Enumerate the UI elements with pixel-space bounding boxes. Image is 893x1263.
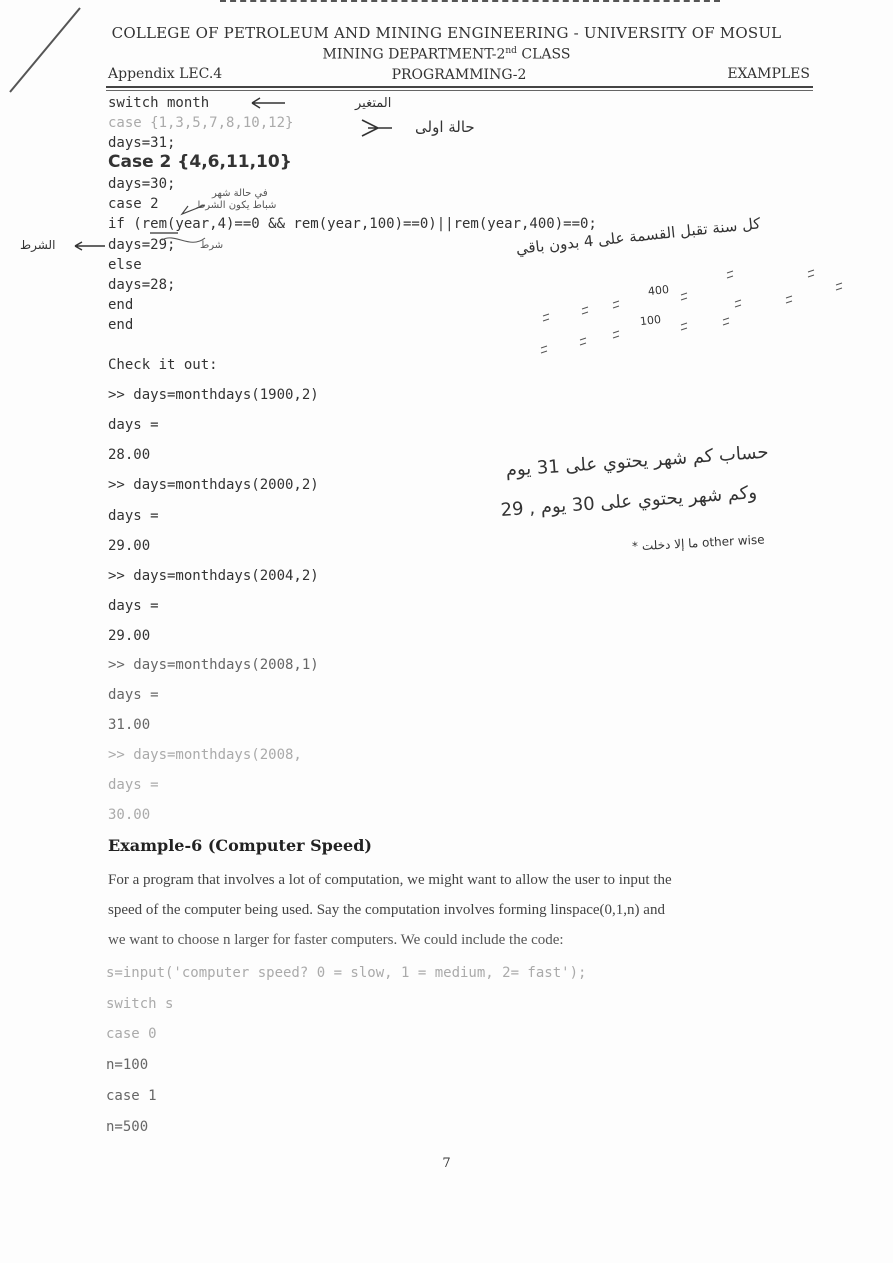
header-appendix: Appendix LEC.4 <box>108 66 223 82</box>
annotation-remainder-400: 400 <box>647 282 670 299</box>
ditto-mark <box>681 323 687 330</box>
case-brace-arrow-icon <box>362 120 392 136</box>
department-tail: CLASS <box>516 46 571 63</box>
check-line: 29.00 <box>108 628 151 644</box>
check-line: 30.00 <box>108 807 151 823</box>
department-superscript: nd <box>505 46 517 56</box>
header-section: EXAMPLES <box>727 66 810 82</box>
example-code-line: case 0 <box>106 1026 157 1042</box>
check-line: >> days=monthdays(2008,1) <box>108 657 319 673</box>
header-rule-thick <box>106 86 813 88</box>
top-decorative-rule <box>220 0 720 2</box>
header-course: PROGRAMMING-2 <box>391 67 527 83</box>
annotation-summary-2: وكم شهر يحتوي على 30 يوم , 29 <box>500 482 758 521</box>
check-line: days = <box>108 598 159 614</box>
example-paragraph-line: we want to choose n larger for faster computers. We could include the code: <box>108 932 564 948</box>
header-college: COLLEGE OF PETROLEUM AND MINING ENGINEERING - UNIVERSITY OF MOSUL <box>111 24 782 42</box>
ditto-mark <box>735 300 741 307</box>
ditto-mark <box>808 270 814 277</box>
code-line: case {1,3,5,7,8,10,12} <box>108 115 294 131</box>
code-line: days=29; <box>108 237 176 253</box>
ditto-mark <box>541 346 547 353</box>
ditto-mark <box>580 338 586 345</box>
annotation-remainder-rule: كل سنة تقبل القسمة على 4 بدون باقي <box>515 214 762 258</box>
example-code-line: n=100 <box>106 1057 149 1073</box>
code-line: end <box>108 317 134 333</box>
example-code-line: n=500 <box>106 1119 149 1135</box>
ditto-mark <box>582 307 588 314</box>
ditto-mark <box>543 314 549 321</box>
example-code-line: switch s <box>106 996 174 1012</box>
days-left-arrow-icon <box>75 242 105 250</box>
ditto-mark <box>723 318 729 325</box>
check-line: >> days=monthdays(2004,2) <box>108 568 319 584</box>
check-line: days = <box>108 508 159 524</box>
code-line: days=30; <box>108 176 176 192</box>
header-department <box>0 46 893 63</box>
annotation-days-right: شرط <box>200 240 224 251</box>
ditto-mark <box>613 301 619 308</box>
code-line: else <box>108 257 142 273</box>
annotation-if-2: شباط يكون الشرط <box>196 200 277 211</box>
page-number: 7 <box>442 1156 451 1171</box>
check-line: 31.00 <box>108 717 151 733</box>
header-rule-thin <box>106 90 813 91</box>
code-line: days=28; <box>108 277 176 293</box>
ditto-mark <box>836 283 842 290</box>
check-line: 29.00 <box>108 538 151 554</box>
ditto-mark <box>681 293 687 300</box>
check-line: 28.00 <box>108 447 151 463</box>
code-line: case 2 <box>108 196 159 212</box>
annotation-remainder-100: 100 <box>639 312 662 329</box>
example-paragraph-line: speed of the computer being used. Say the computation involves forming linspace(0,1,n) and <box>108 902 665 918</box>
annotation-days-left: الشرط <box>20 238 56 252</box>
check-line: days = <box>108 687 159 703</box>
example-code-line: case 1 <box>106 1088 157 1104</box>
ditto-mark <box>786 296 792 303</box>
check-title: Check it out: <box>108 357 218 373</box>
code-line: if (rem(year,4)==0 && rem(year,100)==0)||rem(year,400)==0; <box>108 216 597 232</box>
check-line: >> days=monthdays(2008, <box>108 747 302 763</box>
check-line: days = <box>108 417 159 433</box>
handwritten-case-line: Case 2 {4,6,11,10} <box>108 152 292 172</box>
annotation-month: المتغير <box>355 96 392 111</box>
check-line: days = <box>108 777 159 793</box>
check-line: >> days=monthdays(2000,2) <box>108 477 319 493</box>
ditto-mark <box>613 331 619 338</box>
example-code-line: s=input('computer speed? 0 = slow, 1 = medium, 2= fast'); <box>106 965 587 981</box>
annotation-if-1: في حالة شهر <box>212 188 268 199</box>
code-line: days=31; <box>108 135 176 151</box>
annotation-summary-1: حساب كم شهر يحتوي على 31 يوم <box>505 441 770 481</box>
department-label: MINING DEPARTMENT-2 <box>322 46 506 63</box>
example-paragraph-line: For a program that involves a lot of computation, we might want to allow the user to input the <box>108 872 672 888</box>
month-arrow-icon <box>252 98 285 108</box>
code-line: end <box>108 297 134 313</box>
check-line: >> days=monthdays(1900,2) <box>108 387 319 403</box>
annotation-summary-3: * ما إلا دخلت other wise <box>631 532 765 554</box>
ditto-mark <box>727 271 733 278</box>
example-heading: Example-6 (Computer Speed) <box>108 836 372 855</box>
annotation-case: حالة اولى <box>415 118 475 136</box>
code-line: switch month <box>108 95 210 111</box>
